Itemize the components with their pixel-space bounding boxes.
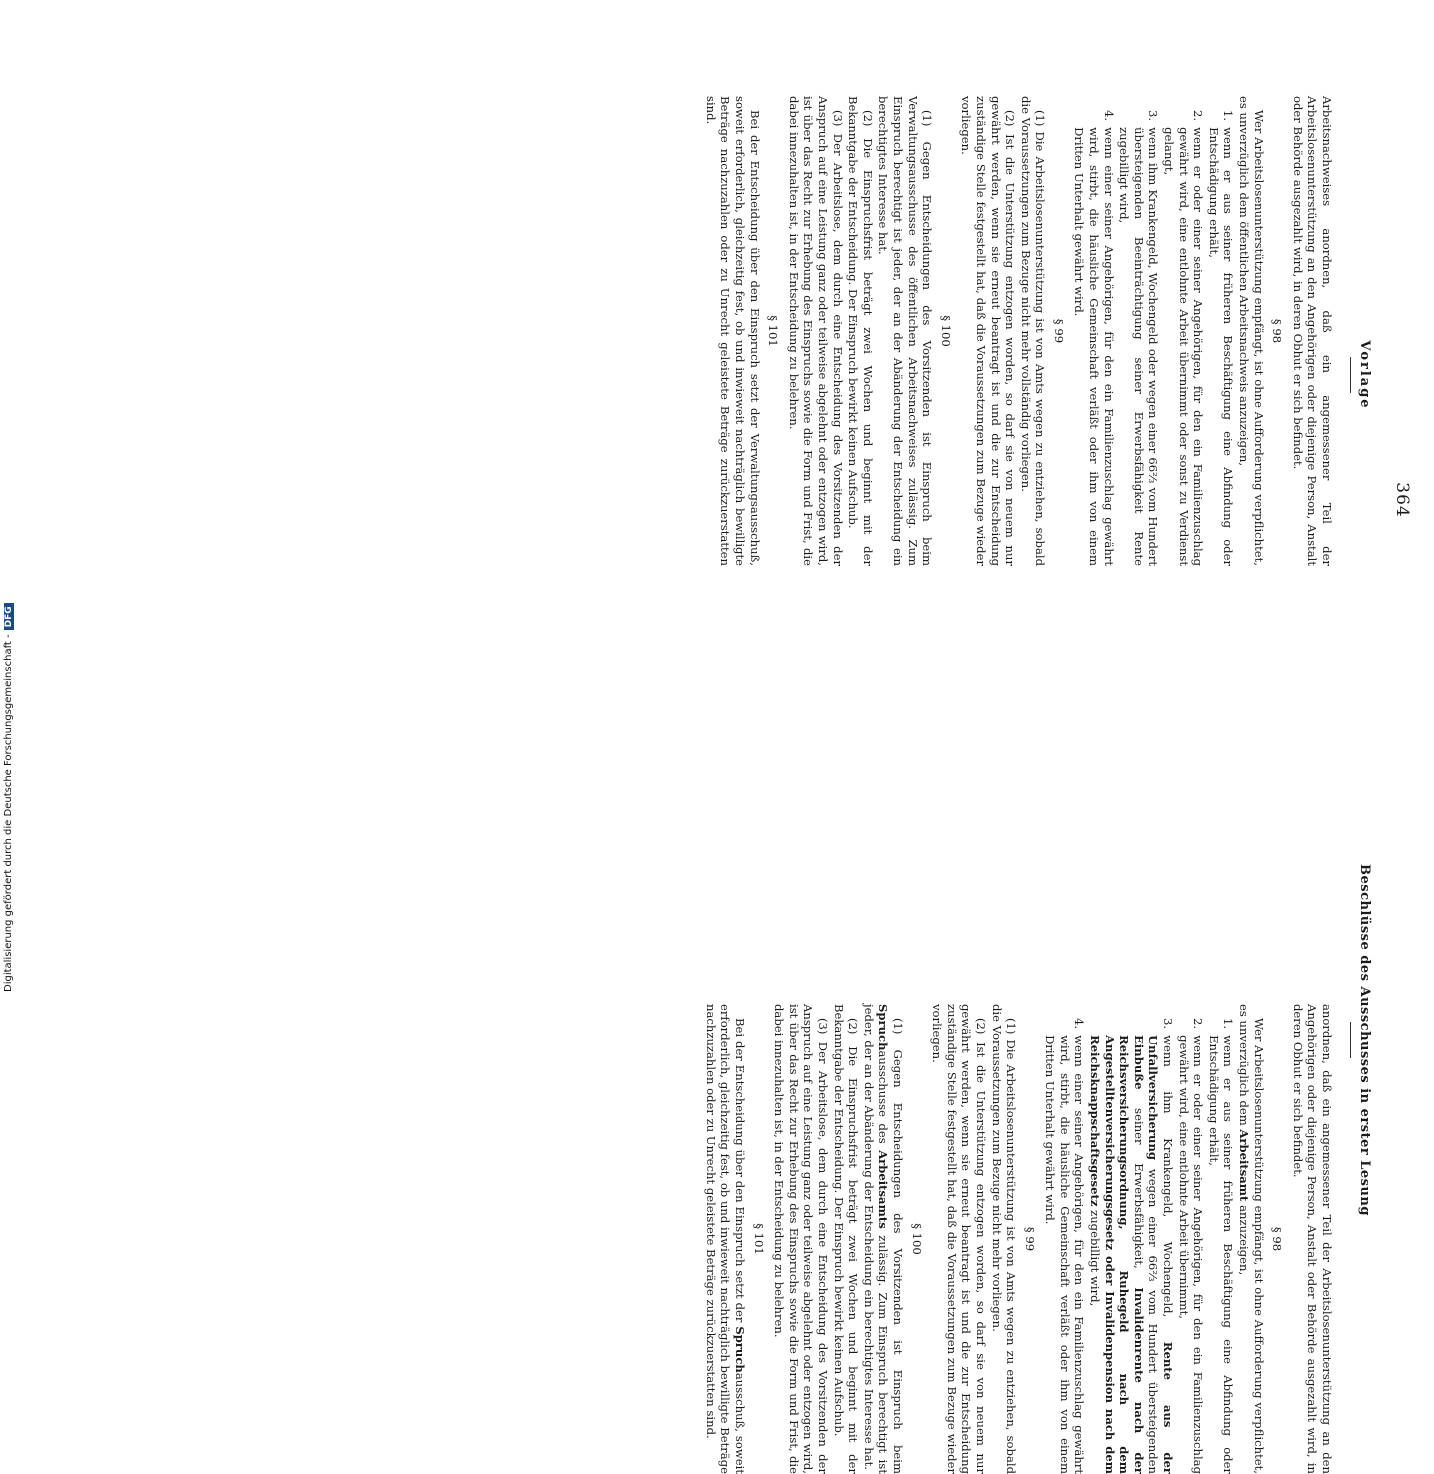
paragraph: anordnen, daß ein angemessener Teil der Arbeitslosenunterstützung an den Angehörigen oder diejenige Person, Anstalt oder Behörde ausgezahlt wird, in deren Obhut er sich befindet. <box>1290 1004 1334 1474</box>
paragraph: (2) Ist die Unterstützung entzogen worden, so darf sie von neuem nur gewährt werden, wenn sie erneut beantragt ist und die zur Entscheidung zuständige Stelle festgestellt hat, daß die Voraussetzungen zum Bezuge wieder vorliegen. <box>930 1004 988 1474</box>
paragraph: (3) Der Arbeitslose, dem durch eine Entscheidung des Vorsitzenden der Anspruch auf eine Leistung ganz oder teilweise abgelehnt oder entzogen wird, ist über das Recht zur Erhebung des Einspruchs sowie die Form und Frist, die dabei innezuhalten ist, in der Entscheidung zu belehren. <box>772 1004 830 1474</box>
item-number: 4. <box>1072 1018 1087 1030</box>
paragraph: Bei der Entscheidung über den Einspruch setzt der Verwaltungsausschuß, soweit erforderlich, gleichzeitig fest, ob und inwieweit nachträglich bewilligte Beträge nachzuzahlen oder zu Unrecht geleistete Beträge zurückzuerstatten sind. <box>703 96 762 566</box>
paragraph <box>1236 1004 1265 1474</box>
bold-text-run: Spruch <box>733 1326 748 1373</box>
paragraph <box>861 1004 905 1474</box>
list-item <box>1072 110 1116 566</box>
item-text: wenn einer seiner Angehörigen, für den ein Familienzuschlag gewährt wird, stirbt, die häusliche Gemeinschaft verläßt oder ihm von einem Dritten Unterhalt gewährt wird. <box>1072 127 1116 566</box>
header-beschluesse <box>1350 720 1372 1360</box>
header-beschluesse-text: Beschlüsse des Ausschusses in erster Lesung <box>1357 864 1372 1216</box>
text-run: zulässig. Zum Einspruch berechtigt ist jeder, der an der Abänderung der Entscheidung ein berechtigtes Interesse hat. <box>861 1004 891 1474</box>
section-title: § 100 <box>938 315 953 347</box>
digitization-credit: Digitalisierung gefördert durch die Deutsche Forschungsgemeinschaft - <box>3 634 14 992</box>
paragraph: (1) Die Arbeitslosenunterstützung ist von Amts wegen zu entziehen, sobald die Voraussetzungen zum Bezuge nicht mehr vollständig vorliegen. <box>1018 96 1048 566</box>
list-item <box>1206 110 1235 566</box>
paragraph: (1) Gegen Entscheidungen des Vorsitzenden ist Einspruch beim Verwaltungsausschusse des öffentlichen Arbeitsnachweises zulässig. Zum Einspruch berechtigt ist jeder, der an der Abänderung der Entscheidung ein berechtigtes Interesse hat. <box>876 96 935 566</box>
section-title: § 99 <box>1051 318 1066 344</box>
text-run: ausschusse des <box>876 1050 891 1151</box>
text-run: zugebilligt wird, <box>1088 1206 1103 1307</box>
item-number: 2. <box>1191 1018 1206 1030</box>
paragraph: (1) Die Arbeitslosenunterstützung ist von Amts wegen zu entziehen, sobald die Voraussetzungen zum Bezuge nicht mehr vorliegen. <box>989 1004 1019 1474</box>
text-run: (1) Gegen Entscheidungen des Vorsitzenden ist Einspruch beim <box>890 1018 905 1474</box>
paragraph: (3) Der Arbeitslose, dem durch eine Entscheidung des Vorsitzenden der Anspruch auf eine Leistung ganz oder teilweise abgelehnt oder entzogen wird, ist über das Recht zur Erhebung des Einspruchs sowie die Form und Frist, die dabei innezuhalten ist, in der Entscheidung zu belehren. <box>786 96 845 566</box>
paragraph: Arbeitsnachweises anordnen, daß ein angemessener Teil der Arbeitslosenunterstützung an den Angehörigen oder diejenige Person, Anstalt oder Behörde ausgezahlt wird, in deren Obhut er sich befindet. <box>1290 96 1334 566</box>
list-item <box>1088 1018 1176 1474</box>
paragraph: (2) Ist die Unterstützung entzogen worden, so darf sie von neuem nur gewährt werden, wenn sie erneut beantragt ist und die zur Entscheidung zuständige Stelle festgestellt hat, daß die Voraussetzungen zum Bezuge wieder vorliegen. <box>959 96 1018 566</box>
header-rule <box>1350 357 1351 393</box>
item-text: wenn er aus seiner früheren Beschäftigung eine Abfindung oder Entschädigung erhält, <box>1206 127 1236 566</box>
item-text: wenn er oder einer seiner Angehörigen, für den ein Familienzuschlag gewährt wird, eine entlohnte Arbeit übernimmt, <box>1176 1035 1206 1474</box>
list-item <box>1117 110 1161 566</box>
bold-text-run: Arbeitsamts <box>876 1150 891 1229</box>
section-title: § 100 <box>909 1223 924 1255</box>
bold-text-run: Rente aus der Unfallversicherung <box>1146 1035 1176 1474</box>
item-text: wenn einer seiner Angehörigen, für den ein Familienzuschlag gewährt wird, stirbt, die häusliche Gemeinschaft verläßt oder ihm von einem Dritten Unterhalt gewährt wird. <box>1043 1035 1087 1474</box>
item-number: 1. <box>1221 110 1236 122</box>
column-vorlage <box>702 96 1334 566</box>
item-number: 1. <box>1221 1018 1236 1030</box>
section-title: § 98 <box>1270 318 1285 344</box>
digitization-footer <box>0 0 16 1000</box>
text-run: Bei der Entscheidung über den Einspruch setzt der <box>733 1018 748 1327</box>
item-number: 2. <box>1191 110 1206 122</box>
item-number: 3. <box>1161 1018 1176 1030</box>
section-title: § 98 <box>1270 1226 1285 1252</box>
text-run: wenn ihm Krankengeld, Wochengeld, <box>1161 1035 1176 1342</box>
text-run: seiner Erwerbsfähigkeit, <box>1131 1089 1146 1288</box>
section-title: § 99 <box>1022 1226 1037 1252</box>
text-run: anzuzeigen, <box>1237 1201 1252 1276</box>
item-text: wenn ihm Krankengeld, Wochengeld oder wegen einer 66⅔ vom Hundert übersteigenden Beeinträchtigung seiner Erwerbsfähigkeit Rente zugebilligt wird, <box>1117 127 1161 566</box>
dfg-logo: DFG <box>4 603 14 630</box>
bold-text-run: Arbeitsamt <box>1237 1129 1252 1202</box>
item-text: wenn er aus seiner früheren Beschäftigung eine Abfindung oder Entschädigung erhält, <box>1206 1035 1236 1474</box>
item-text <box>1088 1035 1176 1474</box>
section-title: § 101 <box>766 315 781 347</box>
item-number: 4. <box>1101 110 1116 122</box>
paragraph <box>703 1004 747 1474</box>
item-number: 3. <box>1146 110 1161 122</box>
column-beschluesse <box>702 1004 1334 1474</box>
digitization-footer-line <box>3 603 14 992</box>
bold-text-run: Einbuße <box>1131 1035 1146 1090</box>
page-number: 364 <box>1392 482 1412 518</box>
paragraph: (2) Die Einspruchsfrist beträgt zwei Wochen und beginnt mit der Bekanntgabe der Entscheidung. Der Einspruch bewirkt keinen Aufschub. <box>831 1004 861 1474</box>
list-item <box>1176 1018 1205 1474</box>
list-item <box>1043 1018 1087 1474</box>
list-item <box>1206 1018 1235 1474</box>
header-vorlage-text: Vorlage <box>1357 340 1372 410</box>
text-run: wegen einer 66⅔ vom Hundert übersteigenden <box>1146 1160 1161 1474</box>
header-vorlage <box>1350 95 1372 655</box>
bold-text-run: Spruch <box>876 1004 891 1051</box>
item-text: wenn er oder einer seiner Angehörigen, für den ein Familienzuschlag gewährt wird, eine entlohnte Arbeit übernimmt oder sonst zu Verdienst gelangt, <box>1162 127 1206 566</box>
list-item <box>1161 110 1205 566</box>
bold-text-run: Invalidenrente nach der Reichsversicherungsordnung, Ruhegeld nach dem Angestelltenversicherungsgesetz oder Invalidenpension nach dem Reichsknappschaftsgesetz <box>1088 1035 1146 1474</box>
header-rule <box>1350 1022 1351 1058</box>
text-run: Wer Arbeitslosenunterstützung empfängt, ist ohne Aufforderung verpflichtet, es unverzüglich dem <box>1237 1004 1266 1474</box>
text-run: ausschuß, soweit erforderlich, gleichzeitig fest, ob und inwieweit nachträglich bewilligte Beträge nachzuzahlen oder zu Unrecht geleistete Beträge zurückzuerstatten sind. <box>703 1004 748 1474</box>
section-title: § 101 <box>751 1223 766 1255</box>
paragraph: Wer Arbeitslosenunterstützung empfängt, ist ohne Aufforderung verpflichtet, es unverzüglich dem öffentlichen Arbeitsnachweis anzuzeigen, <box>1237 96 1266 566</box>
paragraph: (2) Die Einspruchsfrist beträgt zwei Wochen und beginnt mit der Bekanntgabe der Entscheidung. Der Einspruch bewirkt keinen Aufschub. <box>846 96 875 566</box>
